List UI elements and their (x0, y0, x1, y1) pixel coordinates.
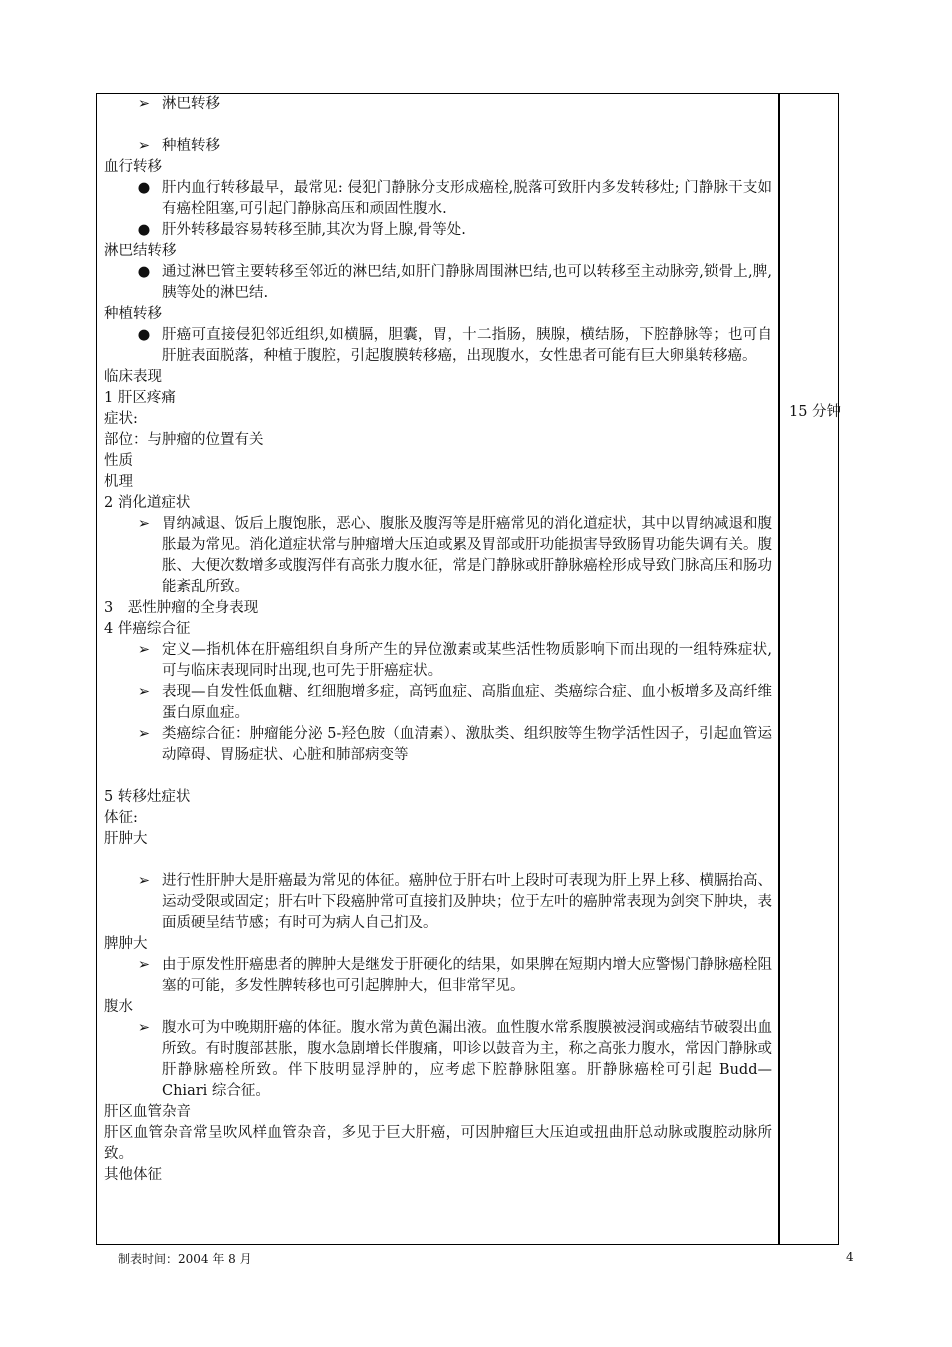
arrow-icon: ➢ (137, 96, 151, 112)
heading: 3 恶性肿瘤的全身表现 (104, 600, 259, 616)
list-item: ➢ 胃纳减退、饭后上腹饱胀，恶心、腹胀及腹泻等是肝癌常见的消化道症状，其中以胃纳减退和腹胀最为常见。消化道症状常与肿瘤增大压迫或累及胃部或肝功能损害导致肠胃功能失调有关。腹胀、大便次数增多或腹泻伴有高张力腹水征，常是门静脉或肝静脉癌栓形成导致门脉高压和肠功能紊乱所致。 (104, 514, 772, 598)
list-item: ➢ 由于原发性肝癌患者的脾肿大是继发于肝硬化的结果，如果脾在短期内增大应警惕门静脉癌栓阻塞的可能，多发性脾转移也可引起脾肿大，但非常罕见。 (104, 955, 772, 997)
list-item: ● 肝外转移最容易转移至肺,其次为肾上腺,骨等处. (104, 220, 772, 241)
arrow-icon: ➢ (137, 642, 151, 658)
list-item: ➢ 表现—自发性低血糖、红细胞增多症，高钙血症、高脂血症、类癌综合症、血小板增多及高纤维蛋白原血症。 (104, 682, 772, 724)
arrow-icon: ➢ (137, 957, 151, 973)
list-item: ● 肝癌可直接侵犯邻近组织,如横膈，胆囊，胃，十二指肠，胰腺，横结肠，下腔静脉等；也可自肝脏表面脱落，种植于腹腔，引起腹膜转移癌，出现腹水，女性患者可能有巨大卵巢转移癌。 (104, 325, 772, 367)
heading: 腹水 (104, 999, 133, 1015)
arrow-icon: ➢ (137, 516, 151, 532)
heading: 5 转移灶症状 (104, 789, 191, 805)
bullet-icon: ● (137, 327, 151, 343)
heading: 1 肝区疼痛 (104, 390, 176, 406)
heading: 肝区血管杂音 (104, 1104, 191, 1120)
footer-date: 制表时间：2004 年 8 月 (118, 1252, 252, 1266)
bullet-icon: ● (137, 222, 151, 238)
bullet-icon: ● (137, 264, 151, 280)
paragraph: 肝区血管杂音常呈吹风样血管杂音，多见于巨大肝癌，可因肿瘤巨大压迫或扭曲肝总动脉或腹腔动脉所致。 (104, 1125, 772, 1162)
list-item: ● 通过淋巴管主要转移至邻近的淋巴结,如肝门静脉周围淋巴结,也可以转移至主动脉旁,锁骨上,脾,胰等处的淋巴结. (104, 262, 772, 304)
bullet-icon: ● (137, 180, 151, 196)
list-item: ➢ 淋巴转移 (104, 94, 772, 115)
list-item: ➢ 种植转移 (104, 136, 772, 157)
list-item: ➢ 进行性肝肿大是肝癌最为常见的体征。癌肿位于肝右叶上段时可表现为肝上界上移、横膈抬高、运动受限或固定；肝右叶下段癌肿常可直接扪及肿块；位于左叶的癌肿常表现为剑突下肿块，表面质硬呈结节感；有时可为病人自己扪及。 (104, 871, 772, 934)
text-line: 体征: (104, 810, 138, 826)
list-item: ➢ 定义—指机体在肝癌组织自身所产生的异位激素或某些活性物质影响下而出现的一组特殊症状,可与临床表现同时出现,也可先于肝癌症状。 (104, 640, 772, 682)
column-divider (778, 93, 780, 1245)
heading: 种植转移 (104, 306, 162, 322)
heading: 4 伴癌综合征 (104, 621, 191, 637)
text-line: 性质 (104, 453, 133, 469)
text-line: 症状: (104, 411, 138, 427)
text-line: 部位：与肿瘤的位置有关 (104, 432, 264, 448)
arrow-icon: ➢ (137, 726, 151, 742)
heading: 临床表现 (104, 369, 162, 385)
heading: 淋巴结转移 (104, 243, 177, 259)
text-line: 机理 (104, 474, 133, 490)
heading: 脾肿大 (104, 936, 148, 952)
heading: 血行转移 (104, 159, 162, 175)
arrow-icon: ➢ (137, 684, 151, 700)
main-content (104, 94, 772, 1186)
arrow-icon: ➢ (137, 1020, 151, 1036)
list-item: ➢ 类癌综合征：肿瘤能分泌 5-羟色胺（血清素）、激肽类、组织胺等生物学活性因子，引起血管运动障碍、胃肠症状、心脏和肺部病变等 (104, 724, 772, 766)
heading: 肝肿大 (104, 831, 148, 847)
heading: 其他体征 (104, 1167, 162, 1183)
list-item: ➢ 腹水可为中晚期肝癌的体征。腹水常为黄色漏出液。血性腹水常系腹膜被浸润或癌结节破裂出血所致。有时腹部甚胀，腹水急剧增长伴腹痛，叩诊以鼓音为主，称之高张力腹水，常因门静脉或肝静脉癌栓所致。伴下肢明显浮肿的，应考虑下腔静脉阻塞。肝静脉癌栓可引起 Budd—Chiari 综合征。 (104, 1018, 772, 1102)
arrow-icon: ➢ (137, 873, 151, 889)
page-number: 4 (846, 1250, 854, 1264)
arrow-icon: ➢ (137, 138, 151, 154)
heading: 2 消化道症状 (104, 495, 191, 511)
duration-note: 15 分钟 (789, 404, 842, 420)
list-item: ● 肝内血行转移最早，最常见: 侵犯门静脉分支形成癌栓,脱落可致肝内多发转移灶; 门静脉干支如有癌栓阻塞,可引起门静脉高压和顽固性腹水. (104, 178, 772, 220)
